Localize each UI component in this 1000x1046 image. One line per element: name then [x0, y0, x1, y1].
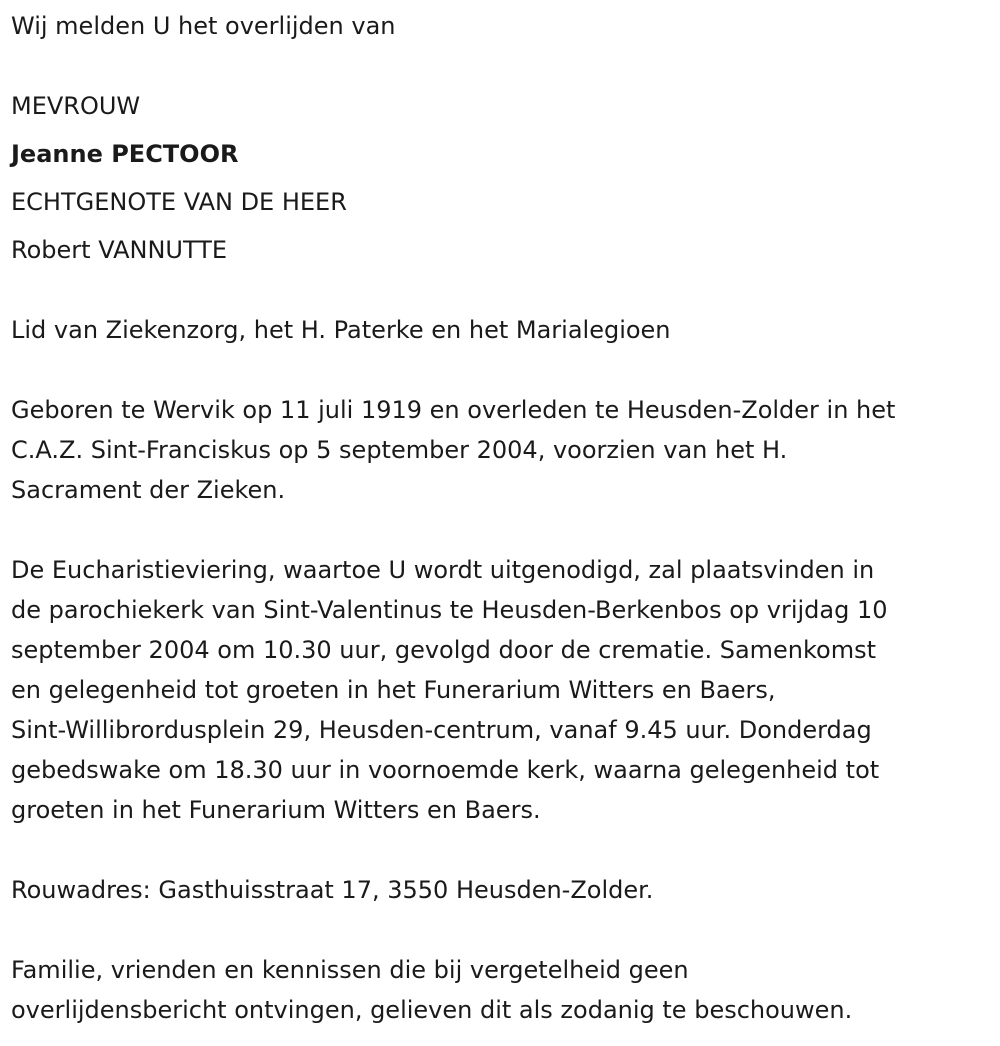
- ceremony-paragraph: [11, 550, 986, 830]
- spacer: [11, 46, 986, 86]
- paragraph-line: groeten in het Funerarium Witters en Baers.: [11, 796, 541, 824]
- spouse-name: Robert VANNUTTE: [11, 236, 228, 264]
- death-notice: [11, 6, 986, 1030]
- paragraph-line: C.A.Z. Sint-Franciskus op 5 september 2004, voorzien van het H.: [11, 436, 788, 464]
- paragraph-line: september 2004 om 10.30 uur, gevolgd door de crematie. Samenkomst: [11, 636, 877, 664]
- spouse-heading: ECHTGENOTE VAN DE HEER: [11, 188, 347, 216]
- paragraph-line: Sint-Willibrordusplein 29, Heusden-centrum, vanaf 9.45 uur. Donderdag: [11, 716, 872, 744]
- paragraph-line: Familie, vrienden en kennissen die bij vergetelheid geen: [11, 956, 689, 984]
- membership-text: Lid van Ziekenzorg, het H. Paterke en het Marialegioen: [11, 316, 671, 344]
- closing-paragraph: [11, 950, 986, 1030]
- paragraph-line: en gelegenheid tot groeten in het Funerarium Witters en Baers,: [11, 676, 776, 704]
- spacer: [11, 270, 986, 310]
- paragraph-line: overlijdensbericht ontvingen, gelieven dit als zodanig te beschouwen.: [11, 996, 853, 1024]
- paragraph-line: de parochiekerk van Sint-Valentinus te Heusden-Berkenbos op vrijdag 10: [11, 596, 888, 624]
- birth-death-paragraph: [11, 390, 986, 510]
- title-text: MEVROUW: [11, 92, 141, 120]
- intro-text: Wij melden U het overlijden van: [11, 12, 396, 40]
- address-text: Rouwadres: Gasthuisstraat 17, 3550 Heusden-Zolder.: [11, 876, 654, 904]
- paragraph-line: Sacrament der Zieken.: [11, 476, 286, 504]
- paragraph-line: gebedswake om 18.30 uur in voornoemde kerk, waarna gelegenheid tot: [11, 756, 880, 784]
- paragraph-line: Geboren te Wervik op 11 juli 1919 en overleden te Heusden-Zolder in het: [11, 396, 896, 424]
- deceased-name: Jeanne PECTOOR: [11, 140, 239, 168]
- paragraph-line: De Eucharistieviering, waartoe U wordt uitgenodigd, zal plaatsvinden in: [11, 556, 875, 584]
- spacer: [11, 350, 986, 390]
- spacer: [11, 910, 986, 950]
- spacer: [11, 830, 986, 870]
- spacer: [11, 510, 986, 550]
